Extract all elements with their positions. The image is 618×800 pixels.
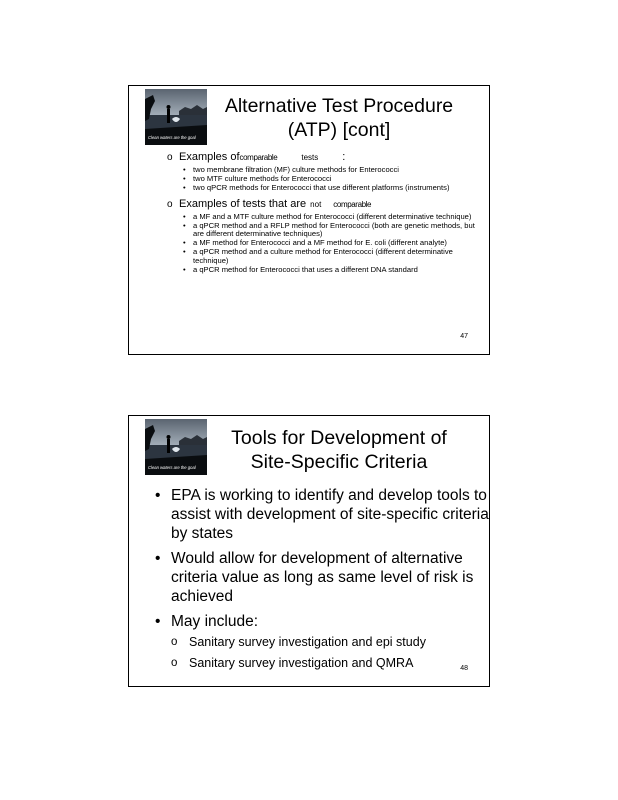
slide-logo	[145, 89, 207, 145]
heading-emphasis-2: comparable	[333, 199, 372, 209]
slide-title	[211, 94, 467, 142]
slide-48	[128, 415, 490, 687]
title-line-2: (ATP) [cont]	[287, 119, 391, 141]
group-heading	[167, 151, 475, 164]
list-item: • a qPCR method and a culture method for Enterococci (different determinative technique)	[183, 247, 453, 265]
heading-text: Examples of	[179, 151, 240, 163]
bullet-marker: o	[167, 198, 173, 210]
title-line-1: Tools for Development of	[231, 427, 447, 449]
heading-text: Examples of tests that are	[179, 197, 307, 210]
slide-47	[128, 85, 490, 355]
title-line-2: Site-Specific Criteria	[250, 451, 428, 473]
heading-emphasis: comparable	[239, 153, 278, 162]
example-group-not-comparable	[167, 198, 475, 274]
example-group-comparable	[167, 151, 475, 193]
slide-title	[211, 426, 467, 474]
sub-bullet-item: o Sanitary survey investigation and epi study	[171, 635, 426, 649]
list-item: • a MF and a MTF culture method for Enterococci (different determinative technique)	[183, 211, 472, 221]
list-item: • two MTF culture methods for Enterococci	[183, 174, 332, 184]
heading-emphasis: not	[310, 199, 322, 209]
list-item: • a MF method for Enterococci and a MF method for E. coli (different analyte)	[183, 238, 447, 248]
page-number: 47	[460, 333, 468, 340]
logo-caption: Clean waters are the goal	[148, 135, 196, 140]
bullet-marker: o	[167, 152, 173, 163]
list-item: • a qPCR method for Enterococci that uses a different DNA standard	[183, 264, 418, 274]
list-item: • two membrane filtration (MF) culture methods for Enterococci	[183, 165, 399, 174]
bullet-item: • Would allow for development of alternative criteria value as long as same level of risk is achieved	[155, 550, 474, 605]
sub-bullet-item: o Sanitary survey investigation and QMRA	[171, 656, 414, 670]
slide-body	[167, 151, 475, 275]
page-number: 48	[460, 665, 468, 672]
list-item: • a qPCR method and a RFLP method for Enterococci (both are genetic methods, but are different determinative techniques)	[183, 220, 475, 239]
heading-colon: :	[342, 151, 346, 163]
group-heading	[167, 198, 475, 211]
bullet-item: • May include:	[155, 613, 259, 630]
logo-caption: Clean waters are the goal	[148, 465, 196, 470]
heading-text-2: tests	[301, 153, 319, 162]
title-line-1: Alternative Test Procedure	[224, 95, 454, 117]
list-item: • two qPCR methods for Enterococci that use different platforms (instruments)	[183, 183, 450, 193]
slide-logo	[145, 419, 207, 475]
bullet-item: • EPA is working to identify and develop tools to assist with development of site-specific criteria by states	[155, 487, 489, 542]
sub-list	[183, 166, 475, 193]
sub-list	[183, 213, 475, 274]
slide-body	[155, 486, 491, 677]
